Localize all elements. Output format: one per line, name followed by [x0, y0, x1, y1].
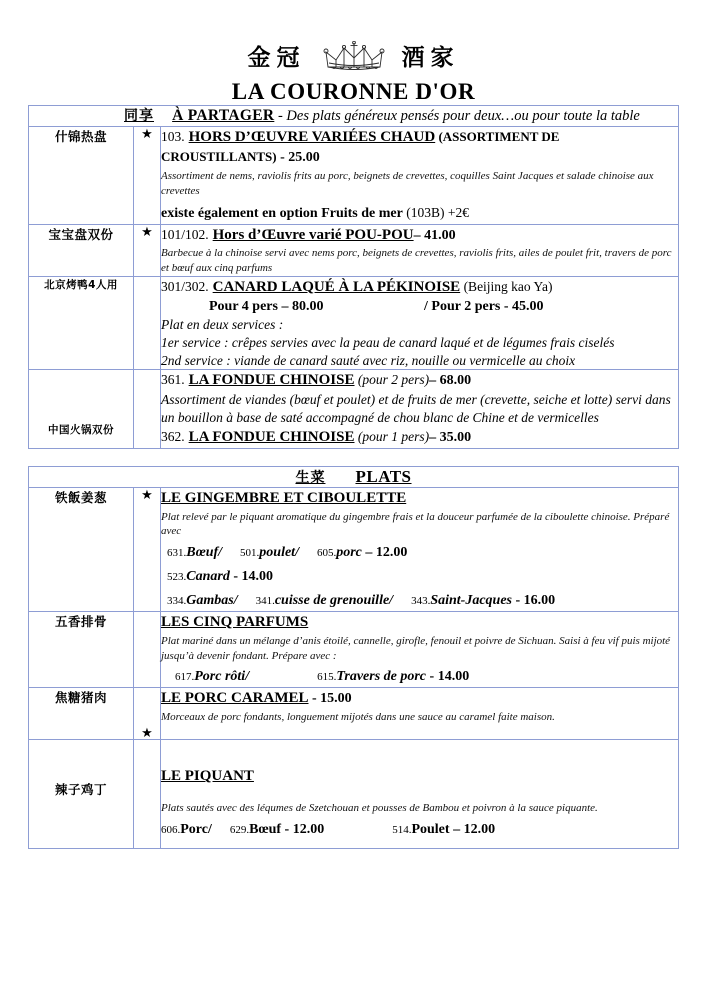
star-icon — [134, 370, 161, 448]
brand-chinese-left: 金冠 — [247, 44, 306, 71]
dish-description: Barbecue à la chinoise servi avec nems porc, beignets de crevettes, raviolis frits, ailes de poulet frit, travers de porc et bœuf aux cinq parfums — [161, 247, 672, 275]
dish-chinese-label: 五香排骨 — [29, 611, 134, 687]
dish-service-2: 2nd service : viande de canard sauté avec riz, nouille ou vermicelle au choix — [161, 352, 576, 368]
dish-chinese-label: 宝宝盘双份 — [29, 224, 134, 276]
star-icon — [134, 611, 161, 687]
restaurant-header — [0, 0, 707, 105]
dish-item — [161, 688, 678, 733]
menu-table-a-partager — [28, 105, 679, 449]
dish-portion: (pour 2 pers) — [354, 372, 430, 388]
section-banner-plats — [29, 466, 679, 487]
table-row — [29, 611, 679, 687]
dish-chinese-label: 什锦热盘 — [29, 126, 134, 224]
dish-name: LE GINGEMBRE ET CIBOULETTE — [161, 489, 407, 506]
variant-number: 343. — [411, 594, 431, 607]
dish-cell — [161, 688, 679, 740]
variant-label: poulet/ — [259, 545, 299, 561]
table-row — [29, 126, 679, 224]
dish-description: Plat mariné dans un mélange d’anis étoilé, cannelle, girofle, fenouil et poivre de Sichuan. Saisi à feu vif puis mijoté jusqu’à devenir fondant. Prépare avec : — [161, 634, 671, 662]
variant-label: Porc/ — [180, 821, 212, 837]
dish-variant-line — [161, 541, 678, 563]
dish-name: LE PORC CARAMEL — [161, 690, 309, 707]
dish-description: Plats sautés avec des léqumes de Szetchouan et pousses de Bambou et poivron à la sauce piquante. — [161, 802, 598, 815]
dish-cell — [161, 277, 679, 370]
dish-chinese-label: 北京烤鸭4人用 — [29, 277, 134, 370]
dish-price: - 25.00 — [276, 150, 320, 166]
variant-number: 615. — [317, 671, 337, 684]
star-icon: ★ — [134, 224, 161, 276]
dish-item — [161, 612, 678, 687]
dish-title-line — [161, 277, 678, 298]
section-title: À PARTAGER — [172, 107, 275, 124]
dish-price-2pers: / Pour 2 pers - 45.00 — [424, 298, 544, 314]
dish-description: Plat relevé par le piquant aromatique du gingembre frais et la douceur parfumée de la ciboulette chinoise. Préparé avec — [161, 510, 670, 538]
dish-cell — [161, 370, 679, 448]
dish-option-note: existe également en option Fruits de mer — [161, 205, 403, 221]
dish-title-line — [161, 127, 678, 169]
dish-price-line — [161, 298, 678, 316]
dish-number: 103. — [161, 128, 185, 144]
variant-label: cuisse de grenouille/ — [274, 592, 394, 608]
dish-cell — [161, 487, 679, 611]
dish-cell — [161, 224, 679, 276]
section-subtitle: - Des plats généreux pensés pour deux…ou pour toute la table — [274, 108, 640, 124]
dish-name: LES CINQ PARFUMS — [161, 613, 309, 630]
dish-portion-2: (pour 1 pers) — [354, 428, 430, 444]
dish-item — [161, 225, 678, 276]
dish-price: – 68.00 — [429, 373, 472, 389]
table-row — [29, 688, 679, 740]
variant-number: 523. — [167, 571, 187, 584]
variant-number: 514. — [392, 823, 412, 836]
variant-number: 629. — [229, 823, 250, 836]
dish-title-line — [161, 612, 678, 633]
dish-item — [161, 766, 678, 848]
dish-item — [161, 277, 678, 369]
dish-title-line — [161, 766, 678, 787]
dish-number: 101/102. — [161, 226, 209, 242]
section-divider — [0, 449, 707, 466]
dish-title-line — [161, 688, 678, 709]
variant-number: 631. — [167, 547, 187, 560]
table-row — [29, 487, 679, 611]
dish-name-suffix: (ASSORTIMENT DE CROUSTILLANTS) — [161, 128, 560, 165]
brand-logo-row — [0, 40, 707, 76]
dish-service-1: 1er service : crêpes servies avec la peau de canard laqué et de légumes frais ciselés — [161, 334, 615, 350]
dish-number: 361. — [161, 372, 185, 388]
dish-chinese-label: 焦糖猪肉 — [29, 688, 134, 740]
variant-price: - 16.00 — [512, 592, 556, 608]
variant-price: - 14.00 — [426, 669, 470, 685]
variant-label: porc — [336, 545, 362, 561]
dish-name: Hors d’Œuvre varié POU-POU — [212, 226, 414, 243]
dish-item — [161, 488, 678, 611]
dish-name: CANARD LAQUÉ À LA PÉKINOISE — [212, 279, 461, 296]
variant-price: - 14.00 — [229, 569, 273, 585]
menu-table-plats — [28, 466, 679, 849]
dish-service-intro: Plat en deux services : — [161, 317, 284, 333]
dish-description: Morceaux de porc fondants, longuement mijotés dans une sauce au caramel faite maison. — [161, 711, 555, 724]
variant-label: Saint-Jacques — [430, 592, 513, 608]
dish-variant-line — [161, 818, 678, 840]
variant-label: Bœuf/ — [186, 545, 223, 561]
variant-label: Poulet — [411, 821, 450, 837]
variant-label: Bœuf — [249, 821, 282, 837]
star-icon: ★ — [134, 487, 161, 611]
star-icon — [134, 740, 161, 849]
dish-chinese-label: 辣子鸡丁 — [29, 740, 134, 849]
dish-number: 301/302. — [161, 279, 209, 295]
section-chinese-label: 同享 — [124, 108, 154, 124]
dish-cell — [161, 740, 679, 849]
dish-variant-line — [161, 589, 678, 611]
star-icon — [134, 277, 161, 370]
variant-label: Porc rôti/ — [194, 669, 250, 685]
variant-number: 334. — [167, 594, 187, 607]
variant-number: 606. — [161, 823, 181, 836]
dish-item — [161, 370, 678, 447]
variant-number: 605. — [316, 547, 337, 560]
brand-chinese-right: 酒家 — [401, 44, 460, 71]
dish-option-line — [161, 203, 678, 224]
dish-variant-line — [161, 665, 678, 687]
dish-description: Assortiment de viandes (bœuf et poulet) et de fruits de mer (crevette, seiche et lotte) servi dans un bouillon à base de saté accompagné de chou blanc de Chine et de vermicelles — [161, 392, 671, 426]
variant-label: Gambas/ — [186, 592, 238, 608]
section-banner-row — [29, 106, 679, 127]
dish-price: – 41.00 — [413, 227, 456, 243]
dish-title-line — [161, 225, 678, 246]
dish-price: - 15.00 — [308, 691, 352, 707]
dish-variant-line — [161, 565, 678, 587]
table-row — [29, 224, 679, 276]
section-title: PLATS — [355, 466, 412, 486]
variant-number: 501. — [240, 547, 260, 560]
section-chinese-label: 生菜 — [295, 469, 326, 486]
dish-chinese-label: 铁飯姜葱 — [29, 487, 134, 611]
dish-name-2: LA FONDUE CHINOISE — [188, 428, 355, 445]
variant-label: Canard — [186, 569, 230, 585]
dish-title-line — [161, 370, 678, 391]
dish-cell — [161, 611, 679, 687]
dish-name: LE PIQUANT — [161, 768, 254, 785]
dish-name-translit: (Beijing kao Ya) — [460, 279, 553, 295]
section-banner-partager — [29, 106, 679, 127]
table-row — [29, 277, 679, 370]
table-row — [29, 370, 679, 448]
dish-title-line-2 — [161, 427, 678, 448]
dish-chinese-label: 中国火锅双份 — [29, 370, 134, 448]
variant-price: - 12.00 — [281, 821, 325, 837]
variant-number: 617. — [175, 671, 195, 684]
dish-title-line — [161, 488, 678, 509]
table-row — [29, 740, 679, 849]
dish-name: HORS D’ŒUVRE VARIÉES CHAUD — [188, 128, 436, 145]
section-banner-row — [29, 466, 679, 487]
dish-price-2: – 35.00 — [429, 429, 472, 445]
dish-price-4pers: Pour 4 pers – 80.00 — [209, 298, 324, 314]
variant-price: – 12.00 — [449, 821, 496, 837]
dish-description: Assortiment de nems, raviolis frits au porc, beignets de crevettes, coquilles Saint Jacques et salade chinoise aux crevettes — [161, 170, 654, 197]
dish-name: LA FONDUE CHINOISE — [188, 372, 355, 389]
dish-option-code: (103B) +2€ — [402, 204, 469, 220]
dish-item — [161, 127, 678, 224]
star-icon: ★ — [134, 688, 161, 740]
dish-number-2: 362. — [161, 428, 185, 444]
variant-label: Travers de porc — [336, 669, 427, 685]
star-icon: ★ — [134, 126, 161, 224]
variant-price: – 12.00 — [361, 545, 408, 561]
variant-number: 341. — [255, 594, 275, 607]
crown-icon — [322, 41, 386, 75]
dish-cell — [161, 126, 679, 224]
restaurant-name: LA COURONNE D'OR — [231, 79, 476, 104]
